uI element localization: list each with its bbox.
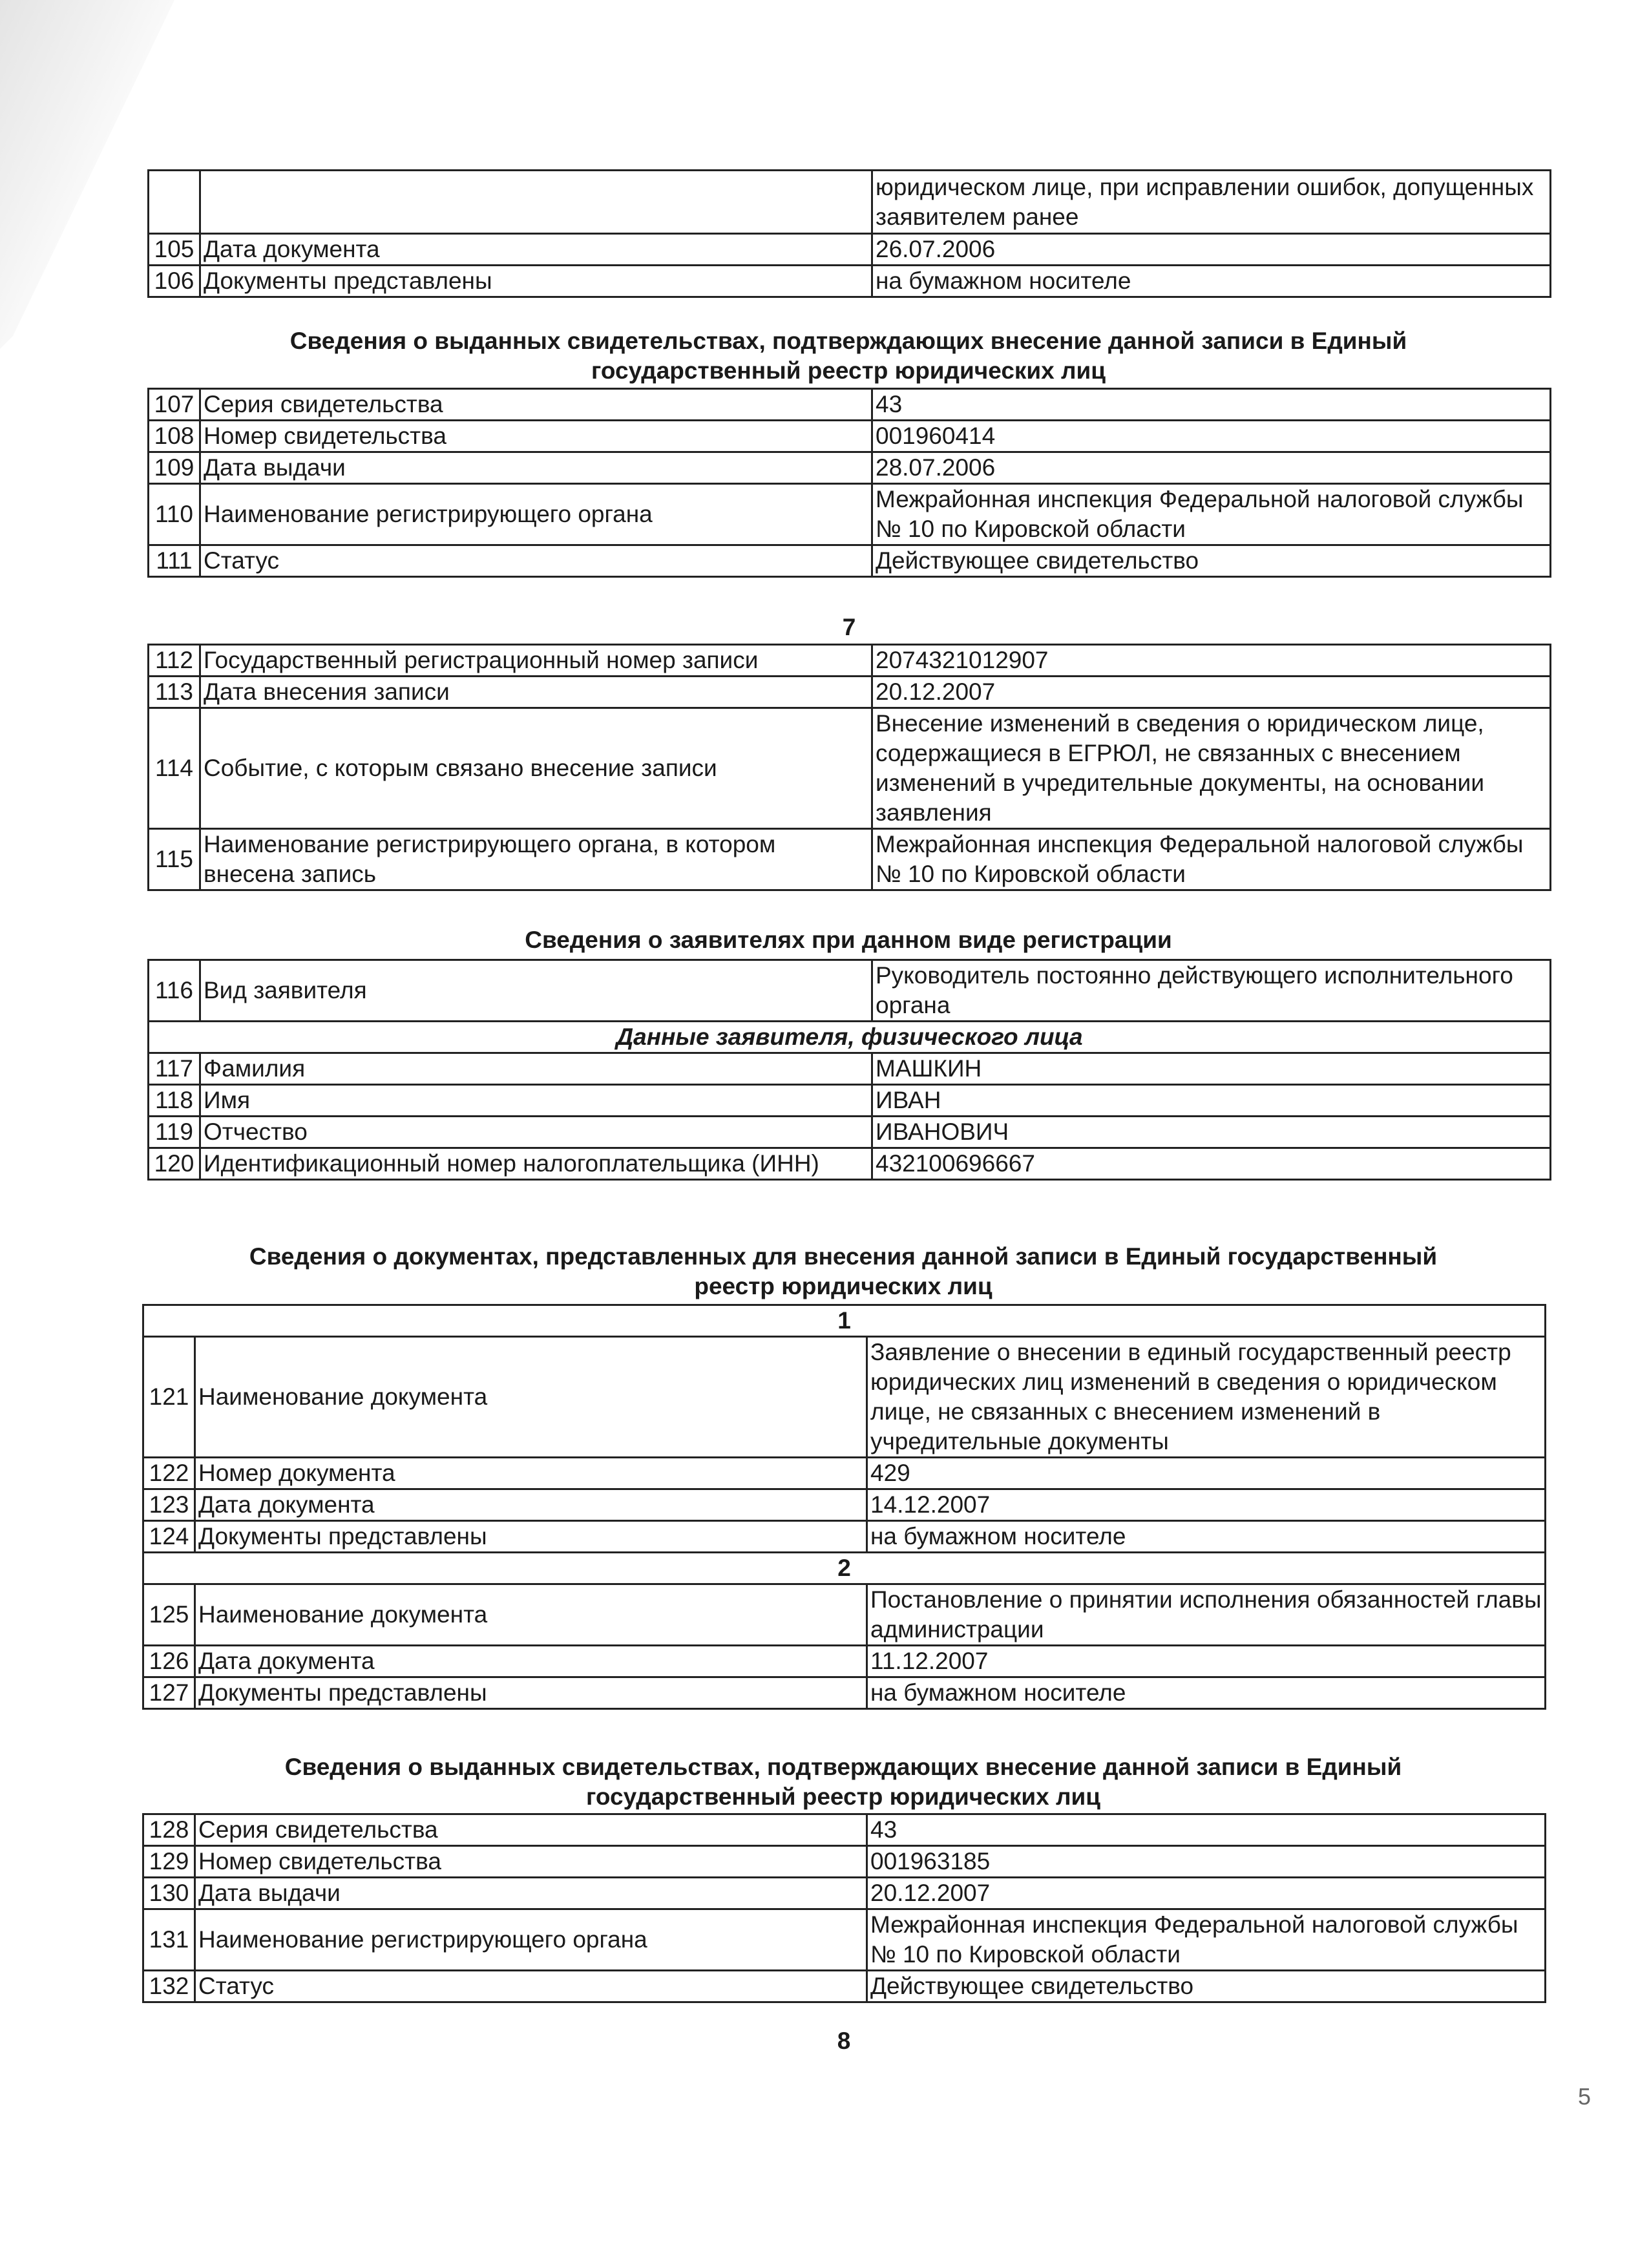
row-label: Государственный регистрационный номер записи (200, 645, 872, 677)
row-label: Документы представлены (195, 1521, 867, 1553)
table-row (149, 452, 1551, 484)
row-value: Действующее свидетельство (872, 545, 1551, 577)
row-value: на бумажном носителе (867, 1521, 1546, 1553)
table-documents (142, 1304, 1546, 1710)
section-heading (147, 326, 1549, 386)
table-group-row (143, 1553, 1546, 1584)
row-number: 119 (149, 1117, 200, 1148)
row-label: Фамилия (200, 1053, 872, 1085)
row-number: 115 (149, 829, 200, 890)
row-value: 001963185 (867, 1846, 1546, 1878)
row-number: 117 (149, 1053, 200, 1085)
table-row (149, 677, 1551, 708)
table-row (149, 545, 1551, 577)
row-label: Идентификационный номер налогоплательщика (ИНН) (200, 1148, 872, 1180)
table-row (149, 1085, 1551, 1117)
row-number: 127 (143, 1677, 195, 1709)
row-label: Номер свидетельства (200, 421, 872, 452)
row-number: 116 (149, 960, 200, 1022)
section-heading (142, 1752, 1544, 1812)
row-value: Действующее свидетельство (867, 1971, 1546, 2002)
row-label: Дата документа (200, 234, 872, 266)
group-number: 1 (143, 1305, 1546, 1337)
table-row (149, 708, 1551, 829)
row-value: 001960414 (872, 421, 1551, 452)
table-row (143, 1337, 1546, 1458)
row-label: Серия свидетельства (200, 389, 872, 421)
next-record-number: 8 (837, 2028, 851, 2054)
table-row (143, 1458, 1546, 1489)
row-number: 105 (149, 234, 200, 266)
row-number: 111 (149, 545, 200, 577)
row-value: Руководитель постоянно действующего исполнительного органа (872, 960, 1551, 1022)
row-number: 112 (149, 645, 200, 677)
row-number (149, 171, 200, 234)
row-value: Межрайонная инспекция Федеральной налоговой службы № 10 по Кировской области (867, 1909, 1546, 1971)
table-row (149, 960, 1551, 1022)
page-number: 5 (1577, 2083, 1591, 2110)
row-label: Документы представлены (195, 1677, 867, 1709)
row-label: Дата документа (195, 1489, 867, 1521)
row-number: 129 (143, 1846, 195, 1878)
row-value: на бумажном носителе (867, 1677, 1546, 1709)
table-row (149, 1053, 1551, 1085)
row-label: Дата выдачи (195, 1878, 867, 1909)
table-row (149, 1148, 1551, 1180)
heading-line: Сведения о выданных свидетельствах, подтверждающих внесение данной записи в Единый (289, 328, 1407, 354)
row-number: 109 (149, 452, 200, 484)
heading-line: Сведения о документах, представленных для внесения данной записи в Единый государственный (249, 1243, 1438, 1270)
row-value: 26.07.2006 (872, 234, 1551, 266)
table-row (149, 234, 1551, 266)
row-number: 108 (149, 421, 200, 452)
row-value: 43 (867, 1814, 1546, 1846)
row-label: Наименование регистрирующего органа, в котором внесена запись (200, 829, 872, 890)
row-label: Наименование регистрирующего органа (195, 1909, 867, 1971)
table-row (143, 1677, 1546, 1709)
table-row (143, 1489, 1546, 1521)
row-label: Дата выдачи (200, 452, 872, 484)
row-value: 14.12.2007 (867, 1489, 1546, 1521)
row-value: 28.07.2006 (872, 452, 1551, 484)
row-number: 107 (149, 389, 200, 421)
row-number: 128 (143, 1814, 195, 1846)
row-value: юридическом лице, при исправлении ошибок, допущенных заявителем ранее (872, 171, 1551, 234)
heading-line: реестр юридических лиц (694, 1273, 993, 1299)
table-group-row (143, 1305, 1546, 1337)
heading-line: государственный реестр юридических лиц (591, 357, 1106, 384)
table-row (143, 1846, 1546, 1878)
section-heading (142, 1242, 1544, 1301)
row-value: Заявление о внесении в единый государственный реестр юридических лиц изменений в сведения о юридическом лице, не связанных с внесением изменений в учредительные документы (867, 1337, 1546, 1458)
table-row (143, 1878, 1546, 1909)
row-label: Наименование документа (195, 1584, 867, 1646)
row-number: 120 (149, 1148, 200, 1180)
row-value: Постановление о принятии исполнения обязанностей главы администрации (867, 1584, 1546, 1646)
table-row (149, 389, 1551, 421)
table-applicants (147, 959, 1551, 1181)
table-row (149, 171, 1551, 234)
table-row (149, 484, 1551, 545)
row-label: Наименование регистрирующего органа (200, 484, 872, 545)
row-label: Имя (200, 1085, 872, 1117)
table-record-7 (147, 644, 1551, 891)
row-value: ИВАНОВИЧ (872, 1117, 1551, 1148)
table-row (143, 1971, 1546, 2002)
row-label: Документы представлены (200, 266, 872, 297)
row-number: 126 (143, 1646, 195, 1677)
row-number: 113 (149, 677, 200, 708)
table-row (143, 1646, 1546, 1677)
row-value: 20.12.2007 (872, 677, 1551, 708)
row-number: 106 (149, 266, 200, 297)
table-certificates-1 (147, 388, 1551, 578)
row-label: Номер документа (195, 1458, 867, 1489)
row-label: Вид заявителя (200, 960, 872, 1022)
row-label: Отчество (200, 1117, 872, 1148)
row-number: 132 (143, 1971, 195, 2002)
row-value: на бумажном носителе (872, 266, 1551, 297)
row-number: 125 (143, 1584, 195, 1646)
table-row (143, 1909, 1546, 1971)
row-value: 432100696667 (872, 1148, 1551, 1180)
row-label: Дата внесения записи (200, 677, 872, 708)
row-number: 114 (149, 708, 200, 829)
table-row (149, 266, 1551, 297)
table-row (143, 1584, 1546, 1646)
row-label: Статус (200, 545, 872, 577)
row-label: Статус (195, 1971, 867, 2002)
section-heading: Сведения о заявителях при данном виде регистрации (525, 927, 1172, 953)
subheading: Данные заявителя, физического лица (149, 1022, 1551, 1053)
row-number: 131 (143, 1909, 195, 1971)
row-value: Межрайонная инспекция Федеральной налоговой службы № 10 по Кировской области (872, 484, 1551, 545)
heading-line: Сведения о выданных свидетельствах, подтверждающих внесение данной записи в Единый (284, 1754, 1402, 1780)
table-row (143, 1814, 1546, 1846)
row-number: 110 (149, 484, 200, 545)
row-label: Дата документа (195, 1646, 867, 1677)
row-value: 2074321012907 (872, 645, 1551, 677)
table-certificates-2 (142, 1813, 1546, 2003)
table-row (149, 829, 1551, 890)
row-number: 121 (143, 1337, 195, 1458)
heading-line: государственный реестр юридических лиц (585, 1783, 1101, 1810)
row-value: 429 (867, 1458, 1546, 1489)
table-row (143, 1521, 1546, 1553)
table-row (149, 1117, 1551, 1148)
row-label: Наименование документа (195, 1337, 867, 1458)
row-value: 11.12.2007 (867, 1646, 1546, 1677)
row-number: 130 (143, 1878, 195, 1909)
record-number: 7 (842, 614, 856, 640)
row-number: 123 (143, 1489, 195, 1521)
row-value: Межрайонная инспекция Федеральной налоговой службы № 10 по Кировской области (872, 829, 1551, 890)
row-label (200, 171, 872, 234)
table-top (147, 169, 1551, 298)
row-label: Номер свидетельства (195, 1846, 867, 1878)
row-label: Событие, с которым связано внесение записи (200, 708, 872, 829)
row-label: Серия свидетельства (195, 1814, 867, 1846)
row-value: 43 (872, 389, 1551, 421)
table-row (149, 645, 1551, 677)
table-subheading-row (149, 1022, 1551, 1053)
row-value: Внесение изменений в сведения о юридическом лице, содержащиеся в ЕГРЮЛ, не связанных с внесением изменений в учредительные документы, на основании заявления (872, 708, 1551, 829)
row-value: МАШКИН (872, 1053, 1551, 1085)
row-value: ИВАН (872, 1085, 1551, 1117)
table-row (149, 421, 1551, 452)
row-number: 118 (149, 1085, 200, 1117)
row-number: 124 (143, 1521, 195, 1553)
group-number: 2 (143, 1553, 1546, 1584)
row-value: 20.12.2007 (867, 1878, 1546, 1909)
row-number: 122 (143, 1458, 195, 1489)
